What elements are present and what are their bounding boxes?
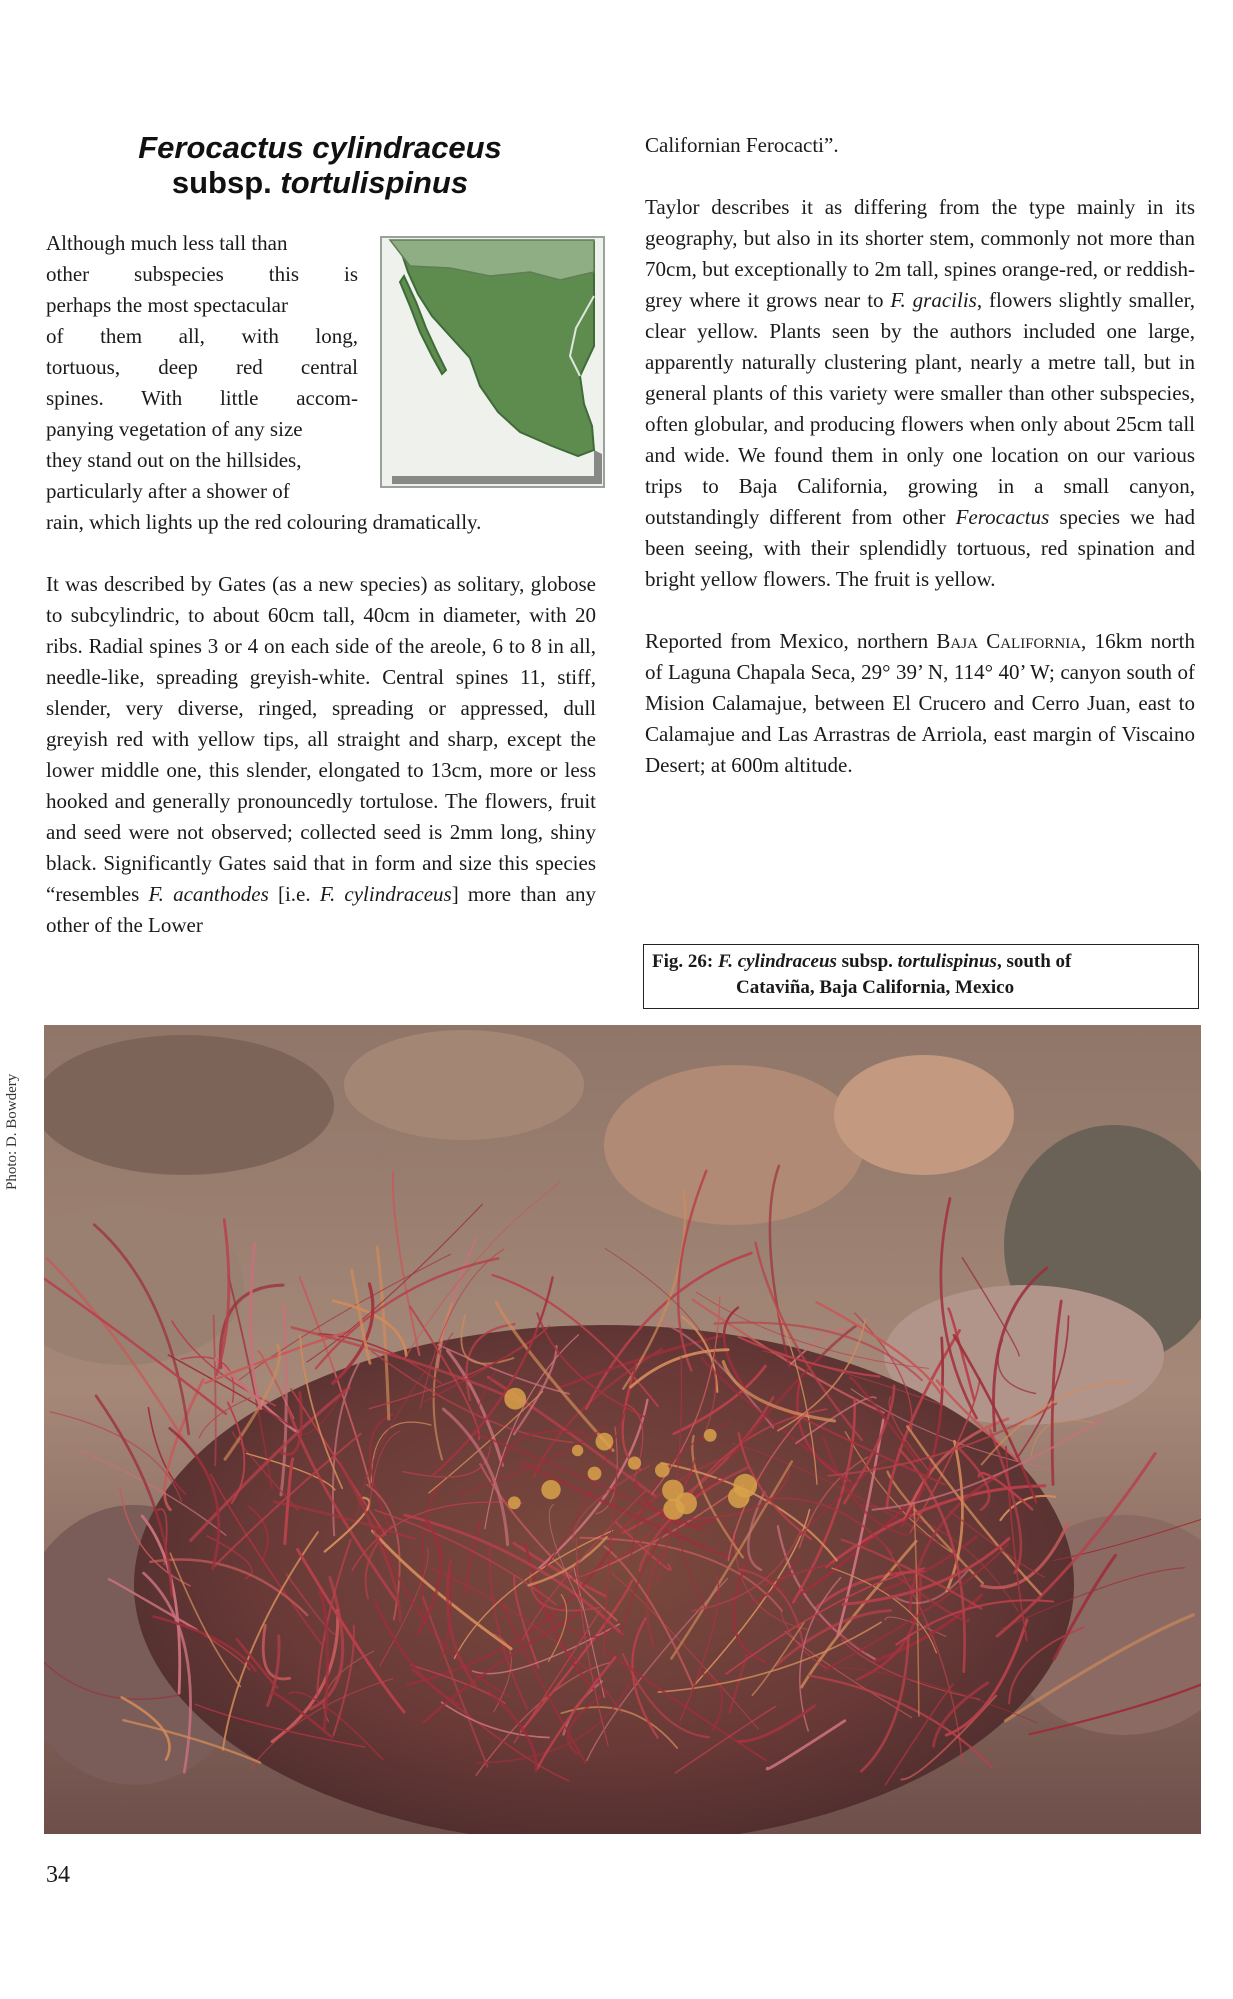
region-name: Baja California xyxy=(936,629,1082,653)
cactus-photo xyxy=(44,1025,1201,1834)
genus-name: Ferocactus xyxy=(955,505,1050,529)
photo-credit: Photo: D. Bowdery xyxy=(4,1073,20,1190)
flower-bud xyxy=(541,1480,560,1499)
intro-line: perhaps the most spectacular xyxy=(46,293,288,317)
paragraph-text: Taylor describes it as differing from the type mainly in its geography, but also in its shorter stem, commonly not more than 70cm, but exceptionally to 2m tall, spines orange-red, or reddish-grey where it grows near to xyxy=(645,195,1195,312)
flower-bud xyxy=(704,1429,717,1442)
distribution-paragraph xyxy=(645,626,1195,781)
taylor-paragraph xyxy=(645,192,1195,595)
figure-caption xyxy=(643,944,1199,1009)
species-name: F. cylindraceus xyxy=(319,882,452,906)
title-epithet: tortulispinus xyxy=(280,165,469,200)
caption-line-2: Cataviña, Baja California, Mexico xyxy=(736,977,1015,998)
intro-line: Although much less tall than xyxy=(46,231,288,255)
intro-wrapped-text xyxy=(46,228,358,507)
caption-subsp: subsp. xyxy=(836,951,898,972)
flower-bud xyxy=(588,1467,602,1481)
flower-bud xyxy=(733,1474,757,1498)
title-line-2 xyxy=(100,165,540,200)
species-name: F. acanthodes xyxy=(148,882,269,906)
flower-bud xyxy=(572,1445,583,1456)
right-column xyxy=(645,130,1195,781)
rock xyxy=(604,1065,864,1225)
caption-epithet: tortulispinus xyxy=(897,951,997,972)
flower-bud xyxy=(508,1496,521,1509)
paragraph-text: Reported from Mexico, northern xyxy=(645,629,937,653)
continuation-line: Californian Ferocacti”. xyxy=(645,133,839,157)
species-name: F. gracilis xyxy=(890,288,977,312)
description-paragraph xyxy=(46,569,596,941)
flower-bud xyxy=(675,1492,697,1514)
description-text: ] more than any other of the Lower xyxy=(46,882,596,937)
description-text: [i.e. xyxy=(268,882,320,906)
caption-species: F. cylindraceus xyxy=(717,951,837,972)
title-subsp: subsp. xyxy=(171,165,281,200)
intro-line: particularly after a shower of xyxy=(46,479,290,503)
flower-bud xyxy=(596,1433,614,1451)
rock xyxy=(344,1030,584,1140)
intro-line: spines. With little accom- xyxy=(46,386,358,410)
article-title xyxy=(100,130,540,200)
rock xyxy=(44,1035,334,1175)
intro-line: other subspecies this is xyxy=(46,262,358,286)
caption-location: , south of xyxy=(996,951,1072,972)
intro-line: they stand out on the hillsides, xyxy=(46,448,302,472)
page-number: 34 xyxy=(46,1862,70,1888)
paragraph-text: species we had been seeing, with their splendidly tortuous, red spination and bright yellow flowers. The fruit is yellow. xyxy=(645,505,1195,591)
paragraph-text: , 16km north of Laguna Chapala Seca, 29° 39’ N, 114° 40’ W; canyon south of Mision Calamajue, between El Crucero and Cerro Juan, east to Calamajue and Las Arrastras de Arriola, east margin of Viscaino Desert; at 600m altitude. xyxy=(645,629,1195,777)
flower-bud xyxy=(628,1457,641,1470)
title-line-1: Ferocactus cylindraceus xyxy=(138,130,502,165)
intro-line: of them all, with long, xyxy=(46,324,358,348)
flower-bud xyxy=(655,1463,670,1478)
left-column xyxy=(46,228,596,941)
rock xyxy=(834,1055,1014,1175)
caption-label: Fig. 26: xyxy=(652,951,714,972)
paragraph-text: , flowers slightly smaller, clear yellow. Plants seen by the authors included one large, apparently naturally clustering plant, nearly a metre tall, but in general plants of this variety were smaller than other subspecies, often globular, and producing flowers when only about 25cm tall and wide. We found them in only one location on our various trips to Baja California, growing in a small canyon, outstandingly different from other xyxy=(645,288,1195,529)
intro-line: tortuous, deep red central xyxy=(46,355,358,379)
intro-line: panying vegetation of any size xyxy=(46,417,303,441)
description-text: It was described by Gates (as a new species) as solitary, globose to subcylindric, to about 60cm tall, 40cm in diameter, with 20 ribs. Radial spines 3 or 4 on each side of the areole, 6 to 8 in all, needle-like, spreading greyish-white. Central spines 11, stiff, slender, very diverse, ringed, spreading or appressed, dull greyish red with yellow tips, all straight and sharp, except the lower middle one, this slender, elongated to 13cm, more or less hooked and generally pronouncedly tortulose. The flowers, fruit and seed were not observed; collected seed is 2mm long, shiny black. Significantly Gates said that in form and size this species “resembles xyxy=(46,572,596,906)
flower-bud xyxy=(504,1388,526,1410)
intro-last-line: rain, which lights up the red colouring dramatically. xyxy=(46,510,482,534)
